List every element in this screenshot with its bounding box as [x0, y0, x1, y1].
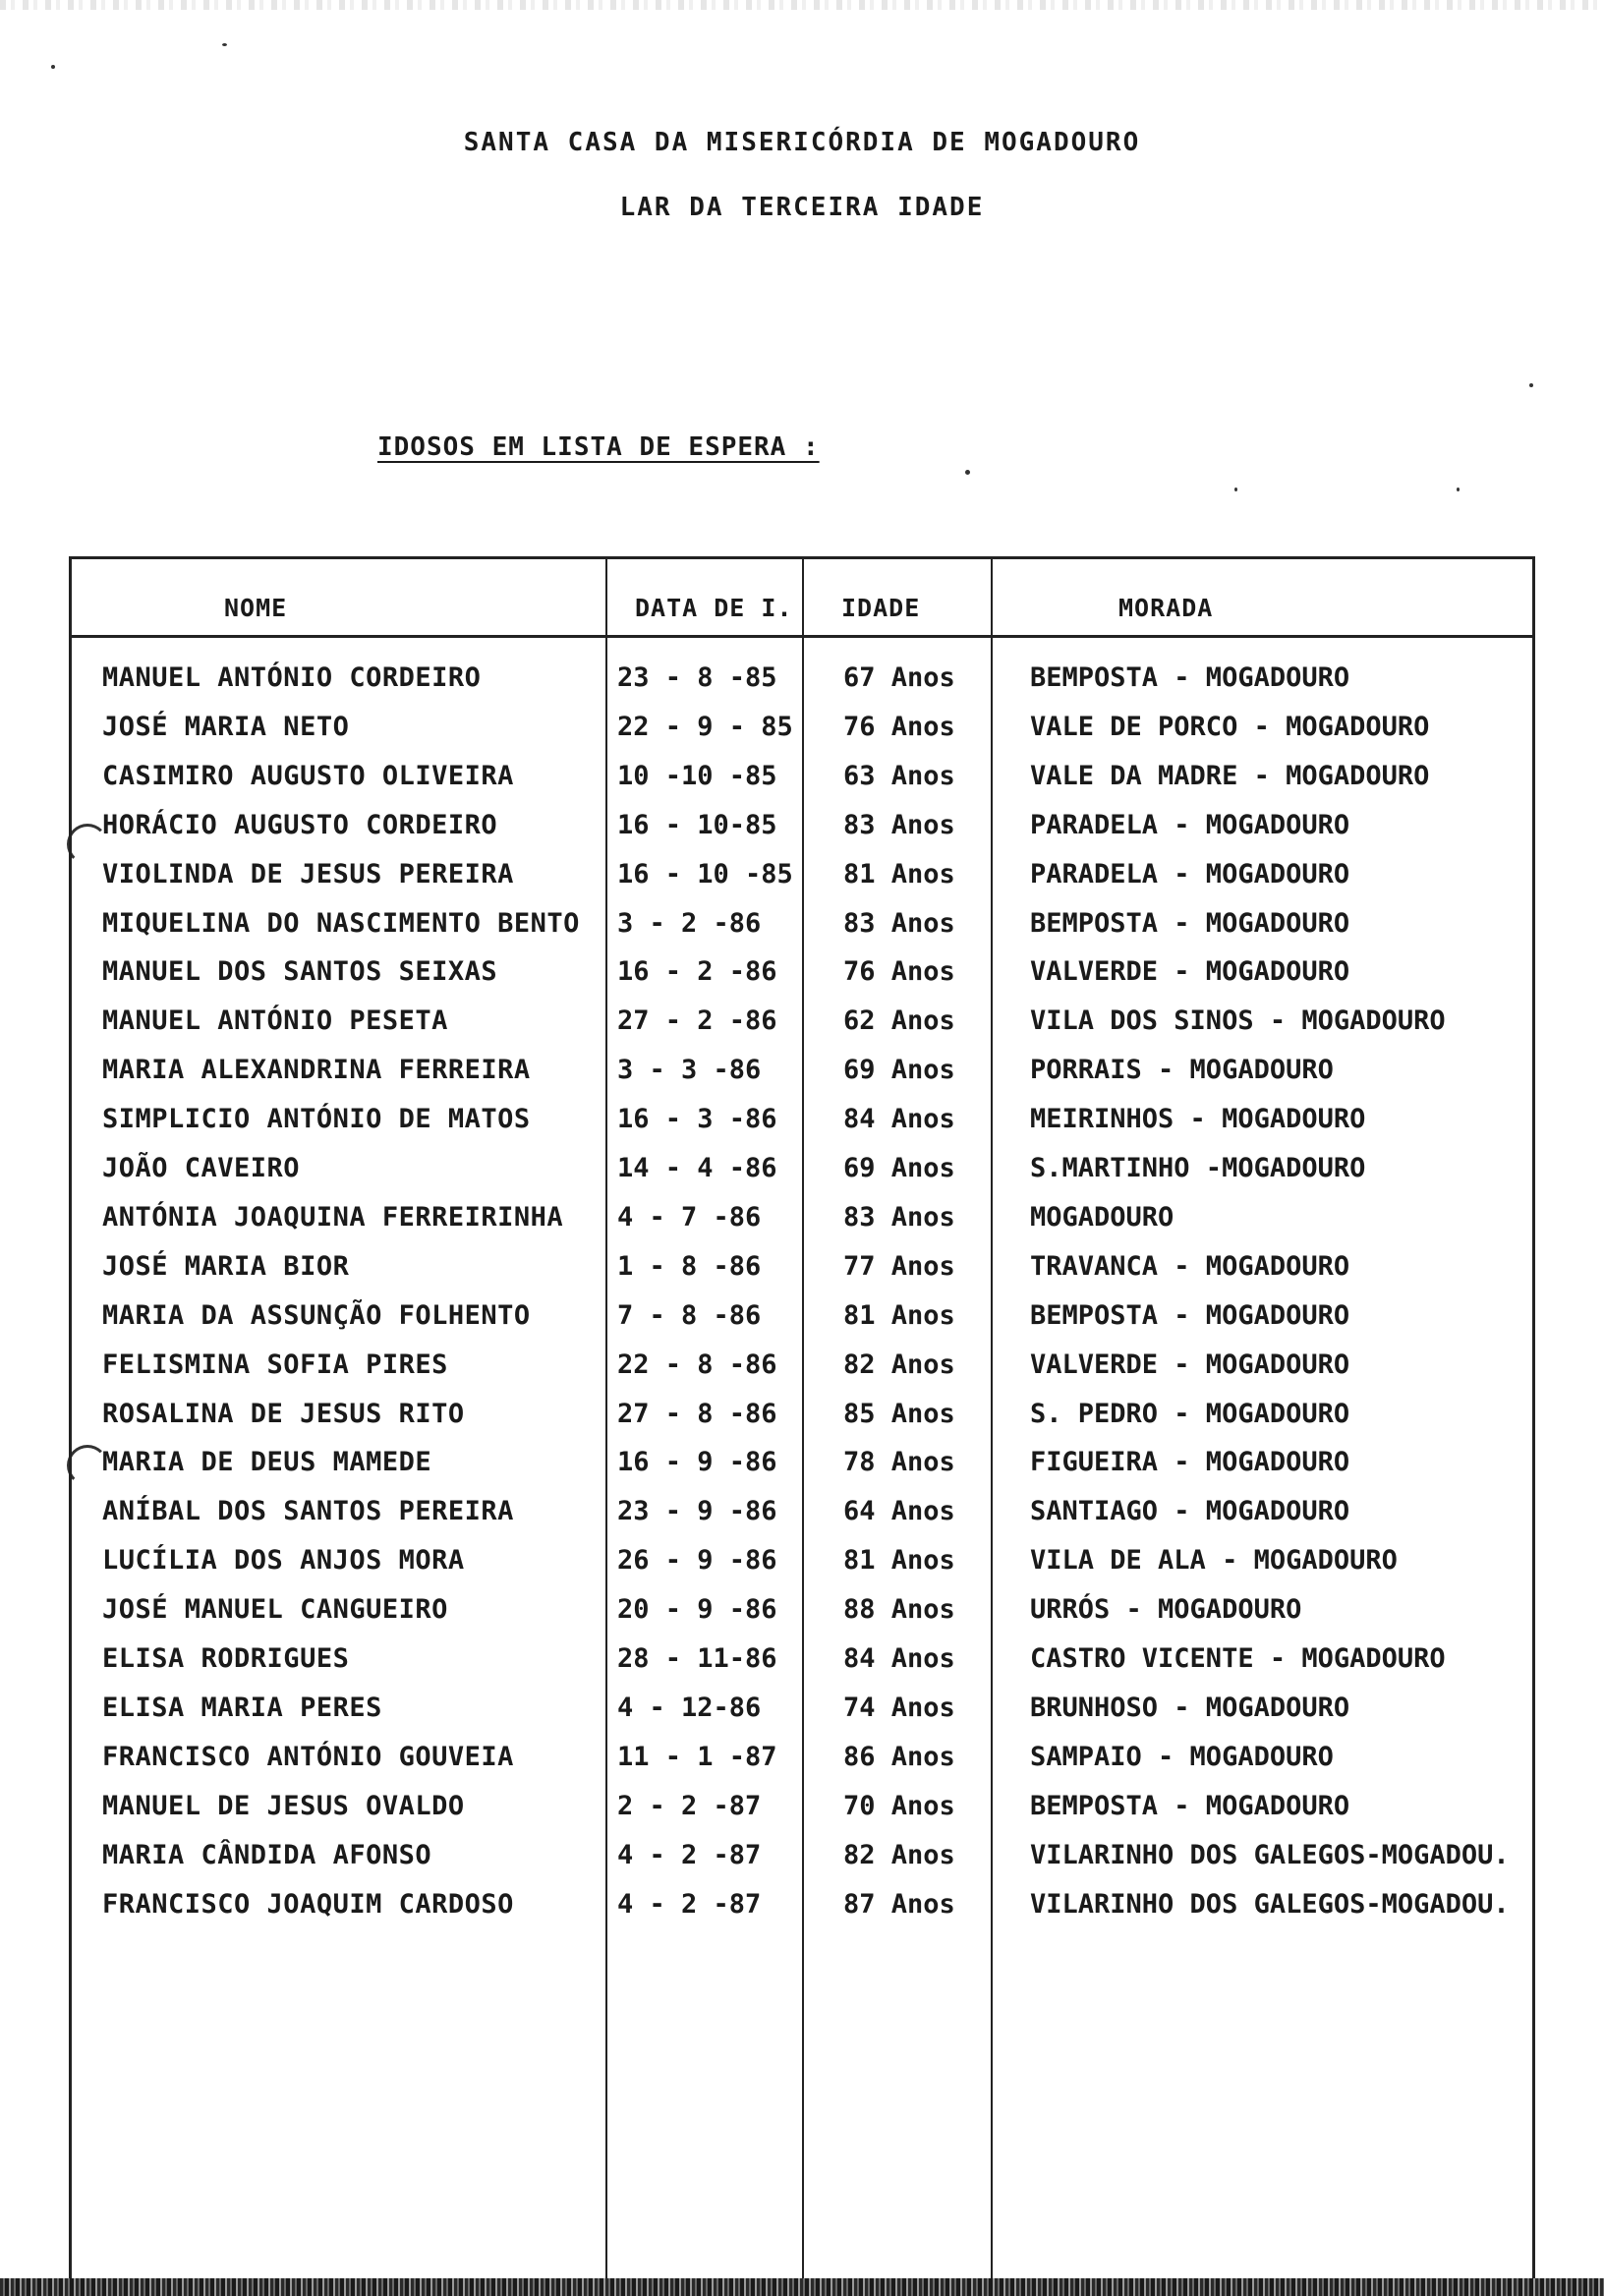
column-header-nome: NOME	[224, 594, 288, 622]
cell-data-de-inscricao: 23 - 9 -86	[617, 1496, 777, 1526]
cell-idade: 81 Anos	[843, 859, 955, 890]
cell-morada: VILARINHO DOS GALEGOS-MOGADOU.	[1030, 1889, 1510, 1920]
cell-data-de-inscricao: 3 - 2 -86	[617, 908, 762, 939]
cell-nome: FRANCISCO ANTÓNIO GOUVEIA	[102, 1742, 514, 1772]
cell-nome: ANTÓNIA JOAQUINA FERREIRINHA	[102, 1202, 564, 1233]
cell-morada: SAMPAIO - MOGADOURO	[1030, 1742, 1334, 1772]
table-row	[0, 1691, 1604, 1740]
scan-speck	[222, 43, 227, 46]
cell-data-de-inscricao: 26 - 9 -86	[617, 1545, 777, 1576]
cell-idade: 64 Anos	[843, 1496, 955, 1526]
cell-data-de-inscricao: 27 - 8 -86	[617, 1399, 777, 1429]
cell-nome: JOSÉ MARIA BIOR	[102, 1251, 350, 1282]
scan-top-edge	[0, 0, 1604, 10]
cell-morada: VILA DOS SINOS - MOGADOURO	[1030, 1005, 1446, 1036]
cell-idade: 76 Anos	[843, 712, 955, 742]
cell-idade: 86 Anos	[843, 1742, 955, 1772]
table-row	[0, 710, 1604, 759]
scan-speck	[1529, 383, 1533, 387]
cell-morada: FIGUEIRA - MOGADOURO	[1030, 1447, 1350, 1477]
cell-data-de-inscricao: 4 - 7 -86	[617, 1202, 762, 1233]
cell-nome: MARIA DE DEUS MAMEDE	[102, 1447, 432, 1477]
cell-idade: 84 Anos	[843, 1643, 955, 1674]
table-row	[0, 1298, 1604, 1348]
cell-data-de-inscricao: 20 - 9 -86	[617, 1594, 777, 1625]
table-row	[0, 1543, 1604, 1592]
cell-nome: VIOLINDA DE JESUS PEREIRA	[102, 859, 514, 890]
cell-morada: TRAVANCA - MOGADOURO	[1030, 1251, 1350, 1282]
cell-idade: 78 Anos	[843, 1447, 955, 1477]
cell-morada: PARADELA - MOGADOURO	[1030, 810, 1350, 840]
cell-morada: VILA DE ALA - MOGADOURO	[1030, 1545, 1398, 1576]
cell-idade: 81 Anos	[843, 1300, 955, 1331]
cell-idade: 84 Anos	[843, 1104, 955, 1134]
cell-morada: VALE DE PORCO - MOGADOURO	[1030, 712, 1430, 742]
cell-idade: 62 Anos	[843, 1005, 955, 1036]
cell-morada: BRUNHOSO - MOGADOURO	[1030, 1693, 1350, 1723]
cell-nome: ELISA MARIA PERES	[102, 1693, 382, 1723]
table-row	[0, 1887, 1604, 1936]
cell-data-de-inscricao: 10 -10 -85	[617, 761, 777, 791]
cell-morada: URRÓS - MOGADOURO	[1030, 1594, 1302, 1625]
scan-speck	[1234, 488, 1237, 491]
cell-idade: 74 Anos	[843, 1693, 955, 1723]
column-header-idade: IDADE	[841, 594, 921, 622]
cell-morada: MOGADOURO	[1030, 1202, 1174, 1233]
cell-idade: 85 Anos	[843, 1399, 955, 1429]
cell-nome: ELISA RODRIGUES	[102, 1643, 350, 1674]
cell-morada: VALVERDE - MOGADOURO	[1030, 956, 1350, 987]
cell-data-de-inscricao: 16 - 9 -86	[617, 1447, 777, 1477]
cell-data-de-inscricao: 16 - 2 -86	[617, 956, 777, 987]
cell-nome: JOSÉ MARIA NETO	[102, 712, 350, 742]
table-row	[0, 1102, 1604, 1151]
table-row	[0, 1494, 1604, 1543]
table-row	[0, 1397, 1604, 1446]
cell-nome: SIMPLICIO ANTÓNIO DE MATOS	[102, 1104, 531, 1134]
cell-morada: BEMPOSTA - MOGADOURO	[1030, 1791, 1350, 1821]
cell-data-de-inscricao: 7 - 8 -86	[617, 1300, 762, 1331]
cell-data-de-inscricao: 1 - 8 -86	[617, 1251, 762, 1282]
table-row	[0, 1445, 1604, 1494]
cell-idade: 83 Anos	[843, 810, 955, 840]
cell-idade: 69 Anos	[843, 1153, 955, 1183]
cell-nome: MARIA CÂNDIDA AFONSO	[102, 1840, 432, 1870]
scan-bottom-edge	[0, 2278, 1604, 2296]
cell-data-de-inscricao: 4 - 2 -87	[617, 1889, 762, 1920]
cell-idade: 67 Anos	[843, 662, 955, 693]
table-row	[0, 1838, 1604, 1887]
cell-nome: MIQUELINA DO NASCIMENTO BENTO	[102, 908, 580, 939]
cell-nome: MANUEL ANTÓNIO CORDEIRO	[102, 662, 482, 693]
cell-nome: MANUEL ANTÓNIO PESETA	[102, 1005, 448, 1036]
cell-nome: FELISMINA SOFIA PIRES	[102, 1349, 448, 1380]
cell-morada: BEMPOSTA - MOGADOURO	[1030, 662, 1350, 693]
cell-nome: MANUEL DOS SANTOS SEIXAS	[102, 956, 498, 987]
cell-morada: MEIRINHOS - MOGADOURO	[1030, 1104, 1366, 1134]
table-row	[0, 1348, 1604, 1397]
cell-idade: 63 Anos	[843, 761, 955, 791]
cell-morada: CASTRO VICENTE - MOGADOURO	[1030, 1643, 1446, 1674]
institution-title: SANTA CASA DA MISERICÓRDIA DE MOGADOURO	[463, 128, 1141, 157]
scan-speck	[51, 65, 55, 69]
table-row	[0, 906, 1604, 955]
table-row	[0, 808, 1604, 857]
cell-idade: 69 Anos	[843, 1055, 955, 1085]
table-row	[0, 759, 1604, 808]
cell-morada: VALVERDE - MOGADOURO	[1030, 1349, 1350, 1380]
table-row	[0, 660, 1604, 710]
cell-idade: 77 Anos	[843, 1251, 955, 1282]
table-row	[0, 1740, 1604, 1789]
cell-data-de-inscricao: 23 - 8 -85	[617, 662, 777, 693]
cell-idade: 70 Anos	[843, 1791, 955, 1821]
table-row	[0, 1004, 1604, 1053]
table-row	[0, 1592, 1604, 1641]
cell-idade: 76 Anos	[843, 956, 955, 987]
scan-speck	[965, 470, 970, 475]
table-row	[0, 1641, 1604, 1691]
cell-data-de-inscricao: 14 - 4 -86	[617, 1153, 777, 1183]
column-header-data: DATA DE I.	[635, 594, 793, 622]
column-header-morada: MORADA	[1118, 594, 1214, 622]
cell-data-de-inscricao: 11 - 1 -87	[617, 1742, 777, 1772]
cell-nome: MARIA DA ASSUNÇÃO FOLHENTO	[102, 1300, 531, 1331]
cell-morada: BEMPOSTA - MOGADOURO	[1030, 908, 1350, 939]
cell-data-de-inscricao: 16 - 10 -85	[617, 859, 793, 890]
cell-idade: 82 Anos	[843, 1349, 955, 1380]
table-row	[0, 1151, 1604, 1200]
cell-morada: S. PEDRO - MOGADOURO	[1030, 1399, 1350, 1429]
cell-nome: MARIA ALEXANDRINA FERREIRA	[102, 1055, 531, 1085]
cell-idade: 83 Anos	[843, 1202, 955, 1233]
cell-idade: 81 Anos	[843, 1545, 955, 1576]
cell-morada: VALE DA MADRE - MOGADOURO	[1030, 761, 1430, 791]
cell-data-de-inscricao: 22 - 8 -86	[617, 1349, 777, 1380]
waiting-list-heading: IDOSOS EM LISTA DE ESPERA :	[377, 432, 820, 462]
cell-nome: HORÁCIO AUGUSTO CORDEIRO	[102, 810, 498, 840]
cell-data-de-inscricao: 2 - 2 -87	[617, 1791, 762, 1821]
table-row	[0, 1053, 1604, 1102]
cell-nome: JOSÉ MANUEL CANGUEIRO	[102, 1594, 448, 1625]
cell-nome: MANUEL DE JESUS OVALDO	[102, 1791, 465, 1821]
cell-morada: S.MARTINHO -MOGADOURO	[1030, 1153, 1366, 1183]
cell-idade: 87 Anos	[843, 1889, 955, 1920]
table-row	[0, 954, 1604, 1004]
scan-speck	[1457, 488, 1460, 491]
cell-morada: PORRAIS - MOGADOURO	[1030, 1055, 1334, 1085]
cell-data-de-inscricao: 22 - 9 - 85	[617, 712, 793, 742]
cell-data-de-inscricao: 16 - 3 -86	[617, 1104, 777, 1134]
table-row	[0, 1249, 1604, 1298]
cell-data-de-inscricao: 4 - 2 -87	[617, 1840, 762, 1870]
cell-data-de-inscricao: 4 - 12-86	[617, 1693, 762, 1723]
cell-nome: ANÍBAL DOS SANTOS PEREIRA	[102, 1496, 514, 1526]
cell-data-de-inscricao: 27 - 2 -86	[617, 1005, 777, 1036]
cell-idade: 83 Anos	[843, 908, 955, 939]
cell-data-de-inscricao: 16 - 10-85	[617, 810, 777, 840]
cell-idade: 82 Anos	[843, 1840, 955, 1870]
department-title: LAR DA TERCEIRA IDADE	[619, 193, 985, 222]
cell-data-de-inscricao: 3 - 3 -86	[617, 1055, 762, 1085]
header-rule	[69, 635, 1535, 638]
table-row	[0, 1789, 1604, 1838]
cell-morada: VILARINHO DOS GALEGOS-MOGADOU.	[1030, 1840, 1510, 1870]
cell-morada: PARADELA - MOGADOURO	[1030, 859, 1350, 890]
cell-nome: LUCÍLIA DOS ANJOS MORA	[102, 1545, 465, 1576]
table-row	[0, 857, 1604, 906]
cell-idade: 88 Anos	[843, 1594, 955, 1625]
cell-morada: BEMPOSTA - MOGADOURO	[1030, 1300, 1350, 1331]
cell-nome: JOÃO CAVEIRO	[102, 1153, 301, 1183]
cell-morada: SANTIAGO - MOGADOURO	[1030, 1496, 1350, 1526]
table-row	[0, 1200, 1604, 1249]
cell-nome: CASIMIRO AUGUSTO OLIVEIRA	[102, 761, 514, 791]
cell-nome: FRANCISCO JOAQUIM CARDOSO	[102, 1889, 514, 1920]
cell-data-de-inscricao: 28 - 11-86	[617, 1643, 777, 1674]
cell-nome: ROSALINA DE JESUS RITO	[102, 1399, 465, 1429]
